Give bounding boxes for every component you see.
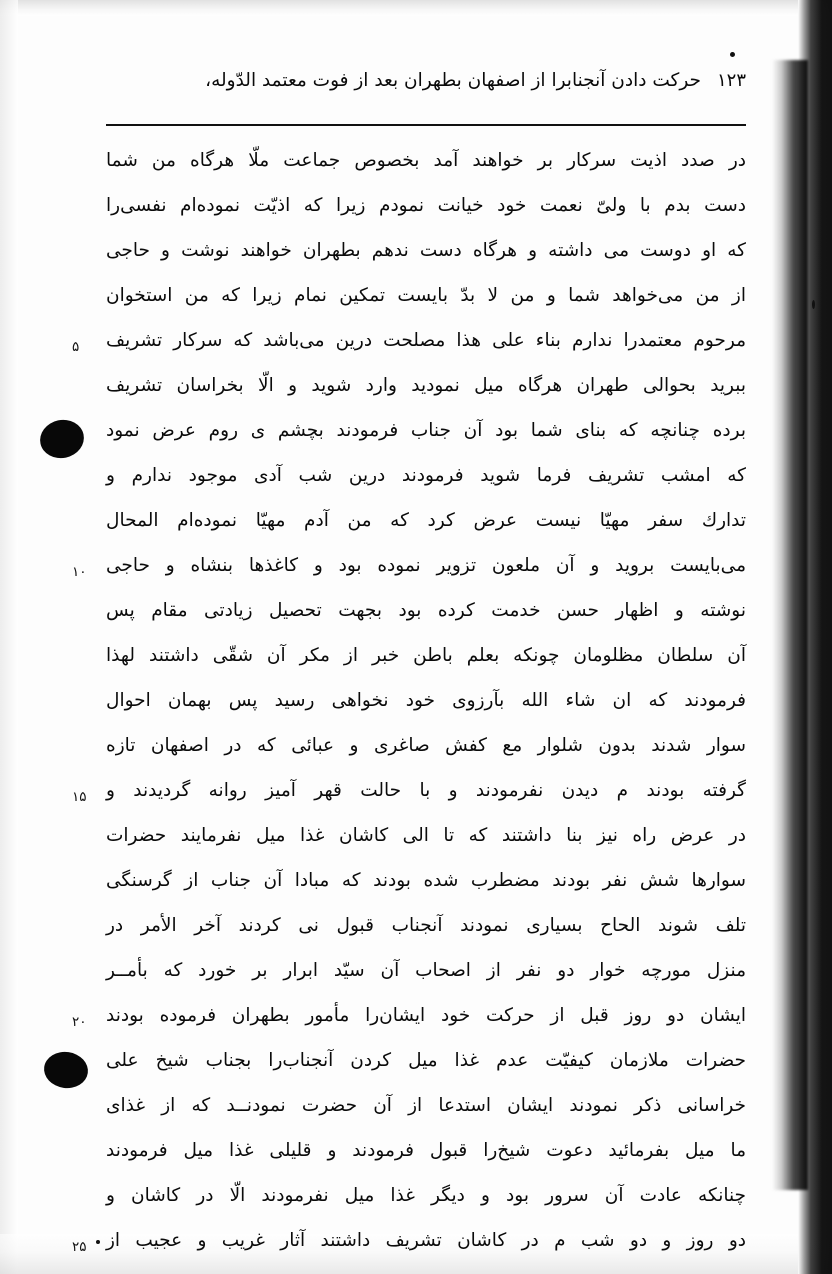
line-text: دست بدم با ولیّ نعمت خود خیانت نمودم زیرا که اذیّت نموده‌ام نفسی‌را	[106, 195, 746, 216]
page-content	[72, 0, 832, 1274]
line-text: ببرید بحوالی طهران هرگاه میل نمودید وارد شوید و الّا بخراسان تشریف	[106, 375, 746, 396]
text-line	[106, 860, 746, 901]
text-line	[106, 275, 746, 316]
text-line	[106, 680, 746, 721]
line-text: فرمودند که ان شاء الله بآرزوی خود نخواهی رسید پس بهمان احوال	[106, 690, 746, 711]
line-number: ۵	[72, 339, 80, 355]
line-text: سوارها شش نفر بودند مضطرب شده بودند که مبادا آن جناب از گرسنگی	[106, 870, 746, 891]
scan-edge-left	[0, 0, 18, 1274]
text-line	[106, 140, 746, 181]
line-text: گرفته بودند م دیدن نفرمودند و با حالت قهر آمیز روانه گردیدند و	[106, 780, 746, 801]
text-line	[106, 185, 746, 226]
text-line	[106, 500, 746, 541]
text-line	[72, 320, 746, 361]
page-number: ۱۲۳	[716, 70, 746, 91]
text-line	[106, 1040, 746, 1081]
line-text: مرحوم معتمدرا ندارم بناء علی هذا مصلحت درین می‌باشد که سرکار تشریف	[106, 330, 746, 351]
text-line	[106, 365, 746, 406]
line-number: ۲۰	[72, 1014, 87, 1030]
text-line	[72, 770, 746, 811]
line-text: حضرات ملازمان کیفیّت عدم غذا میل کردن آنجناب‌را بجناب شیخ علی	[106, 1050, 746, 1071]
text-line	[106, 410, 746, 451]
line-text: که امشب تشریف فرما شوید فرمودند درین شب آدی موجود ندارم و	[106, 465, 746, 486]
text-line	[106, 455, 746, 496]
body-text	[72, 140, 746, 1265]
text-line	[106, 905, 746, 946]
line-text: خراسانی ذکر نمودند ایشان استدعا از آن حضرت نمودنــد که از غذای	[106, 1095, 746, 1116]
line-text: از من می‌خواهد شما و من لا بدّ بایست تمکین نمام زیرا که من استخوان	[106, 285, 746, 306]
line-number: ۱۰	[72, 564, 87, 580]
line-text: ایشان دو روز قبل از حرکت خود ایشان‌را مأمور بطهران فرموده بودند	[106, 1005, 746, 1026]
text-line	[72, 1220, 746, 1261]
line-number: ۱۵	[72, 789, 87, 805]
text-line	[106, 230, 746, 271]
line-text: در صدد اذیت سرکار بر خواهند آمد بخصوص جماعت ملّا هرگاه من شما	[106, 150, 746, 171]
line-number: ۲۵	[72, 1239, 87, 1255]
text-line	[106, 590, 746, 631]
text-line	[106, 1175, 746, 1216]
line-text: می‌بایست بروید و آن ملعون تزویر نموده بود و کاغذها بنشاه و حاجی	[106, 555, 746, 576]
line-text: سوار شدند بدون شلوار مع کفش صاغری و عبائی که در اصفهان تازه	[106, 735, 746, 756]
text-line	[72, 545, 746, 586]
line-text: ما میل بفرمائید دعوت شیخ‌را قبول فرمودند و قلیلی غذا میل فرمودند	[106, 1140, 746, 1161]
line-text: در عرض راه نیز بنا داشتند که تا الی کاشان غذا میل نفرمایند حضرات	[106, 825, 746, 846]
line-text: آن سلطان مظلومان چونکه بعلم باطن خبر از مکر آن شقّی داشتند لهذا	[106, 645, 746, 666]
line-text: دو روز و دو شب م در کاشان تشریف داشتند آثار غریب و عجیب از	[106, 1230, 746, 1251]
header-rule	[106, 124, 746, 126]
line-text: که او دوست می داشته و هرگاه دست ندهم بطهران خواهند نوشت و حاجی	[106, 240, 746, 261]
page-header	[106, 70, 746, 91]
line-text: برده چنانچه که بنای شما بود آن جناب فرمودند بچشم ی روم عرض نمود	[106, 420, 746, 441]
text-line	[106, 635, 746, 676]
line-text: نوشته و اظهار حسن خدمت کرده بود بجهت تحصیل زیادتی مقام پس	[106, 600, 746, 621]
line-text: چنانکه عادت آن سرور بود و دیگر غذا میل نفرمودند الّا در کاشان و	[106, 1185, 746, 1206]
line-text: تدارك سفر مهیّا نیست عرض کرد که من آدم مهیّا نموده‌ام المحال	[106, 510, 746, 531]
line-text: منزل مورچه خوار دو نفر از اصحاب آن سیّد ابرار بر خورد که بأمــر	[106, 960, 746, 981]
text-line	[106, 1085, 746, 1126]
running-head: حرکت دادن آنجنابرا از اصفهان بطهران بعد از فوت معتمد الدّوله،	[205, 70, 701, 91]
line-text: تلف شوند الحاح بسیاری نمودند آنجناب قبول نی کردند آخر الأمر در	[106, 915, 746, 936]
text-line	[72, 995, 746, 1036]
text-line	[106, 1130, 746, 1171]
text-line	[106, 725, 746, 766]
text-line	[106, 815, 746, 856]
text-line	[106, 950, 746, 991]
